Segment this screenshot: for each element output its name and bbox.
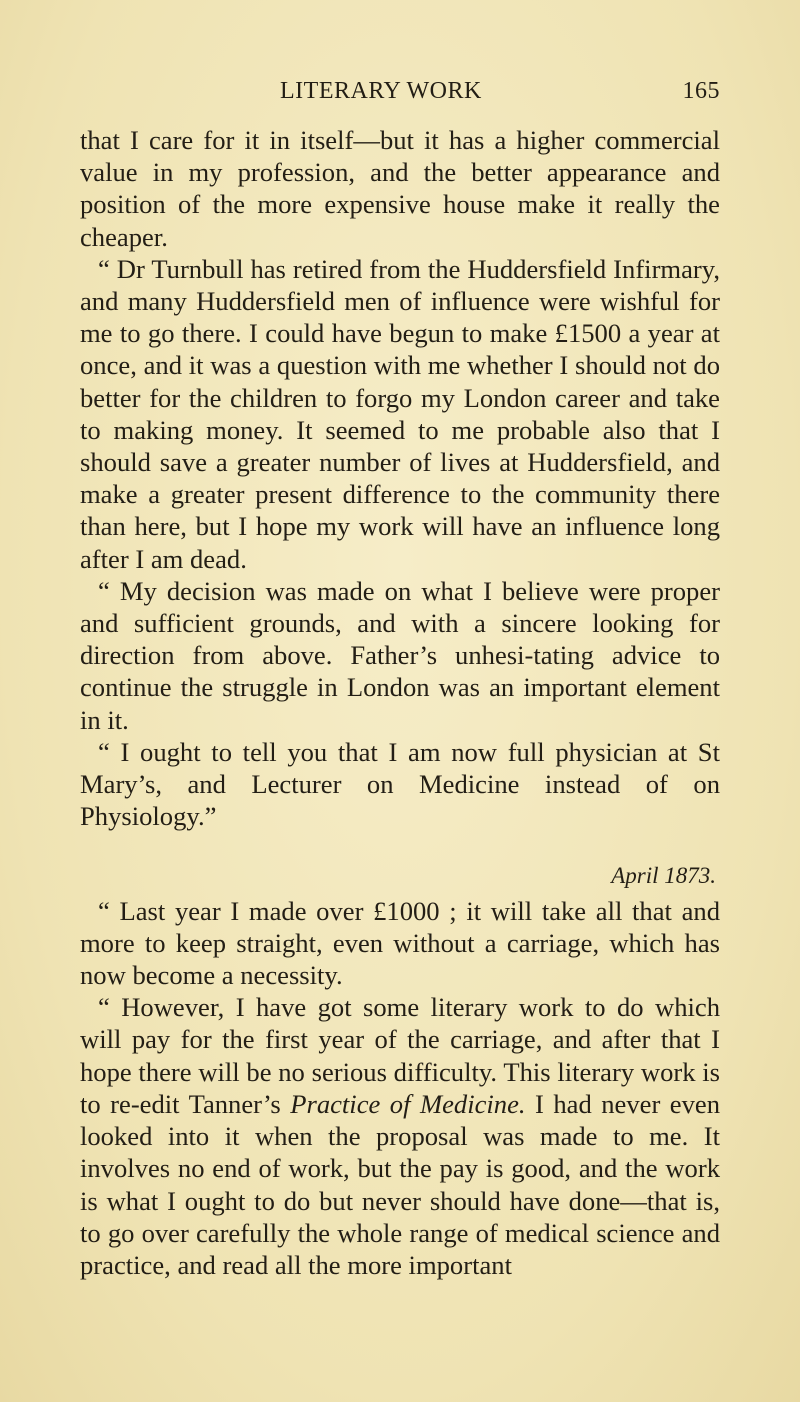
running-title: LITERARY WORK xyxy=(280,78,482,104)
paragraph-3: “ My decision was made on what I believe were proper and sufficient grounds, and with a sincere looking for direction from above. Father’s unhesi-tating advice to continue the struggle in London was an important element in it. xyxy=(80,575,720,735)
paragraph-1: that I care for it in itself—but it has a higher commercial value in my profession, and the better appearance and position of the more expensive house make it really the cheaper. xyxy=(80,125,720,252)
paragraph-4: “ I ought to tell you that I am now full physician at St Mary’s, and Lecturer on Medicine instead of on Physiology.” xyxy=(80,736,720,832)
paragraph-2: “ Dr Turnbull has retired from the Huddersfield Infirmary, and many Huddersfield men of influence were wishful for me to go there. I could have begun to make £1500 a year at once, and it was a question with me whether I should not do better for the children to forgo my London career and take to making money. It seemed to me probable also that I should save a greater number of lives at Huddersfield, and make a greater present difference to the community there than here, but I hope my work will have an influence long after I am dead. xyxy=(80,253,720,574)
paragraph-6-text-b: I had never even looked into it when the proposal was made to me. It involves no end of work, but the pay is good, and the work is what I ought to do but never should have done—that is, to go over carefully the whole range of medical science and practice, and read all the more important xyxy=(80,1088,720,1280)
paragraph-5: “ Last year I made over £1000 ; it will take all that and more to keep straight, even without a carriage, which has now become a necessity. xyxy=(80,895,720,991)
paragraph-6 xyxy=(80,991,720,1281)
page-number: 165 xyxy=(682,78,720,104)
letter-date: April 1873. xyxy=(611,863,716,889)
running-header xyxy=(80,78,720,112)
page-body xyxy=(80,124,720,1281)
paragraph-6-text-a: “ However, I have got some literary work to do which will pay for the first year of the carriage, and after that I hope there will be no serious difficulty. This literary work is to re-edit Tanner’s xyxy=(80,992,720,1119)
book-title: Practice of Medicine. xyxy=(290,1088,526,1119)
